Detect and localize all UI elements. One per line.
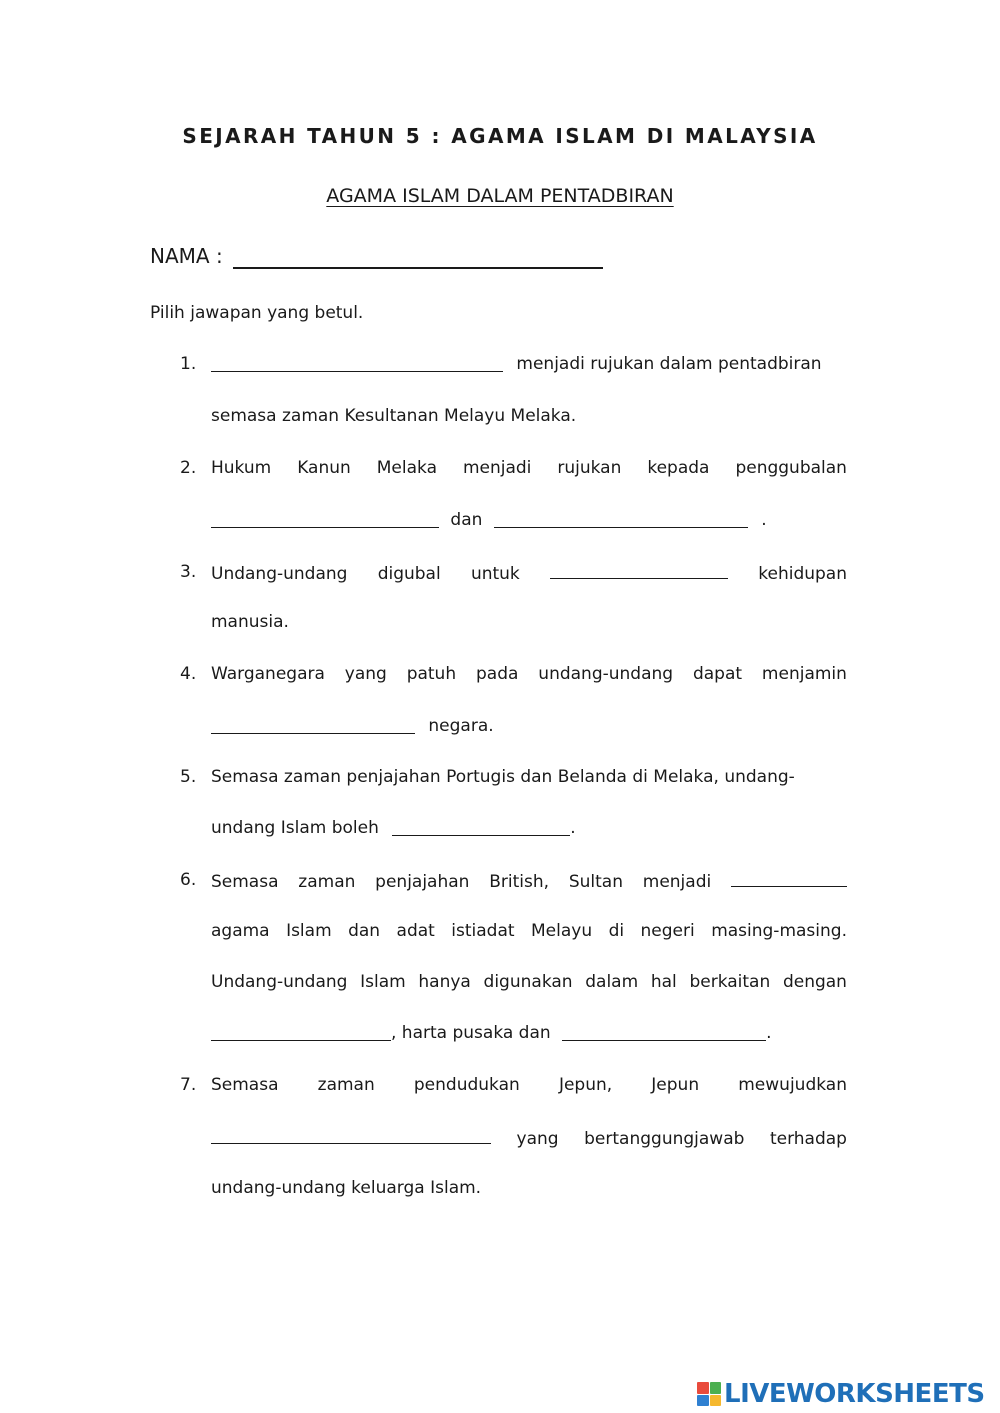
word: masing-masing. [711,921,847,941]
question-6-line-2 [211,921,847,941]
word: Semasa [211,1075,279,1095]
word: patuh [406,664,457,684]
answer-blank-5[interactable] [392,819,570,836]
question-number: 1. [180,354,197,374]
word: digunakan [483,972,573,992]
question-number: 3. [180,562,197,582]
word: dan [450,510,483,530]
question-1-line-2: semasa zaman Kesultanan Melayu Melaka. [211,406,577,426]
question-3-line-2: manusia. [211,612,289,632]
word: Islam [360,972,406,992]
word: rujukan [557,458,622,478]
question-text: menjadi rujukan dalam pentadbiran [516,354,822,374]
question-text: undang Islam boleh [211,818,379,838]
question-4-line-1 [211,664,847,684]
word: Melayu [531,921,593,941]
page-title: SEJARAH TAHUN 5 : AGAMA ISLAM DI MALAYSIA [182,124,818,148]
question-4-line-2 [211,716,847,736]
word: bertanggungjawab [584,1129,745,1149]
question-1-line-1 [211,354,847,374]
question-number: 2. [180,458,197,478]
word: hanya [418,972,471,992]
word: berkaitan [689,972,771,992]
answer-blank-4[interactable] [211,717,415,734]
word: Sultan [568,872,623,892]
word: Undang-undang [211,564,348,584]
name-input[interactable] [233,247,603,269]
word: kehidupan [758,564,847,584]
icon-square [710,1395,722,1407]
word: penjajahan [375,872,470,892]
answer-blank-2a[interactable] [211,511,439,528]
question-6-line-1 [211,870,847,892]
word: zaman [317,1075,375,1095]
word: menjadi [642,872,712,892]
word: Warganegara [211,664,325,684]
word: undang-undang [538,664,674,684]
answer-blank-6c[interactable] [562,1024,766,1041]
question-6-line-4 [211,1023,847,1043]
word: digubal [377,564,441,584]
word: Undang-undang [211,972,348,992]
word: hal [650,972,677,992]
question-number: 6. [180,870,197,890]
word: Semasa [211,872,279,892]
word: zaman [298,872,356,892]
question-7-line-2 [211,1127,847,1149]
word: penggubalan [735,458,847,478]
instruction: Pilih jawapan yang betul. [150,303,364,323]
word: Islam [286,921,332,941]
word: dan [348,921,381,941]
question-number: 7. [180,1075,197,1095]
punctuation: . [570,818,576,838]
word: kepada [647,458,710,478]
icon-square [697,1395,709,1407]
question-7-line-3: undang-undang keluarga Islam. [211,1178,482,1198]
question-2-line-1 [211,458,847,478]
icon-square [697,1382,709,1394]
answer-blank-6a[interactable] [731,870,847,887]
word: Kanun [297,458,351,478]
question-text: , harta pusaka dan [391,1023,551,1043]
word: dalam [585,972,639,992]
word: negeri [640,921,695,941]
question-3-line-1 [211,562,847,584]
word: Jepun [651,1075,700,1095]
question-number: 5. [180,767,197,787]
question-number: 4. [180,664,197,684]
word: istiadat [451,921,515,941]
question-7-line-1 [211,1075,847,1095]
word: untuk [470,564,520,584]
word: dapat [692,664,743,684]
icon-square [710,1382,722,1394]
word: negara. [428,716,494,736]
question-5-line-1: Semasa zaman penjajahan Portugis dan Belanda di Melaka, undang- [211,767,795,787]
punctuation: . [766,1023,772,1043]
word: Jepun, [558,1075,613,1095]
question-2-line-2 [211,510,847,530]
word: adat [396,921,435,941]
question-5-line-2 [211,818,847,838]
liveworksheets-icon [697,1382,721,1406]
word: dengan [782,972,847,992]
word: Melaka [376,458,437,478]
word: Hukum [211,458,272,478]
name-label: NAMA : [150,244,223,268]
word: agama [211,921,270,941]
liveworksheets-logo[interactable] [697,1380,985,1408]
word: yang [516,1129,559,1149]
question-6-line-3 [211,972,847,992]
page-subtitle: AGAMA ISLAM DALAM PENTADBIRAN [326,185,674,207]
answer-blank-6b[interactable] [211,1024,391,1041]
answer-blank-1[interactable] [211,355,503,372]
word: pada [476,664,519,684]
word: menjadi [462,458,532,478]
word: menjamin [761,664,847,684]
word: di [608,921,625,941]
punctuation: . [761,510,767,530]
name-row [150,244,603,269]
word: yang [344,664,387,684]
answer-blank-3[interactable] [550,562,728,579]
answer-blank-2b[interactable] [494,511,748,528]
brand-text: LIVEWORKSHEETS [724,1379,985,1409]
word: pendudukan [413,1075,520,1095]
word: British, [489,872,550,892]
answer-blank-7[interactable] [211,1127,491,1144]
word: terhadap [769,1129,847,1149]
word: mewujudkan [738,1075,847,1095]
